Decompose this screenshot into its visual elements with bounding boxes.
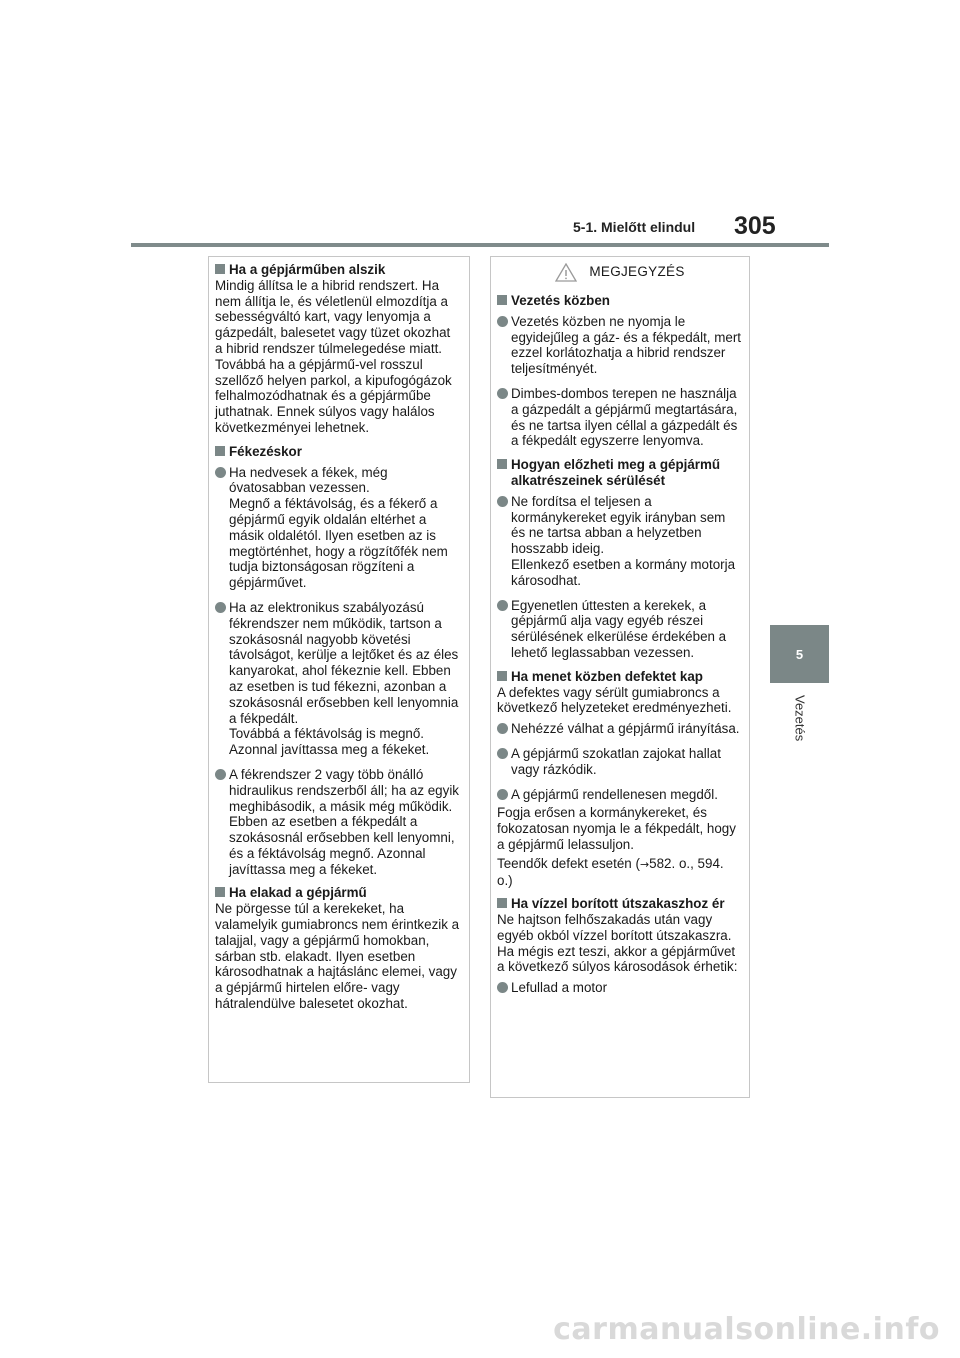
bullet-text: Megnő a féktávolság, és a fékerő a gépjármű egyik oldalán eltérhet a másik oldalétól. Ilyen esetben az is megtörténhet, hogy a rögzítőfék nem tudja biztonságosan rögzíteni a gépjárművet. — [229, 496, 448, 591]
bullet-text: Nehézzé válhat a gépjármű irányítása. — [511, 721, 740, 737]
notice-box — [490, 256, 750, 1098]
bullet-text: Ha nedvesek a fékek, még óvatosabban vezessen. — [229, 464, 388, 496]
paragraph: Fogja erősen a kormánykereket, és fokozatosan nyomja le a fékpedált, hogy a gépjármű lelassuljon. — [497, 805, 736, 852]
section-prevent-damage — [497, 457, 741, 661]
section-heading: Vezetés közben — [497, 293, 741, 309]
section-heading: Ha elakad a gépjármű — [215, 885, 461, 901]
list-item — [497, 787, 741, 803]
section-title: 5-1. Mielőtt elindul — [573, 219, 696, 235]
paragraph: Ne pörgesse túl a kerekeket, ha valamelyik gumiabroncs nem érintkezik a talajjal, vagy a gépjármű homokban, sárban stb. elakadt. Ilyen esetben károsodhatnak a hajtáslánc elemei, vagy a gépjármű hirtelen előre- vagy hátralendülve balesetet okozhat. — [215, 901, 460, 1012]
section-flat-tire — [497, 669, 741, 889]
bullet-text: Egyenetlen úttesten a kerekek, a gépjármű alja vagy egyéb részei sérülésének elkerülése érdekében a lehető leglassabban vezessen. — [511, 597, 727, 660]
chapter-label: Vezetés — [792, 695, 808, 742]
list-item — [215, 465, 461, 591]
section-sleeping — [215, 262, 461, 436]
list-item — [497, 746, 741, 778]
list-item — [497, 494, 741, 589]
section-stuck — [215, 885, 461, 1011]
notice-title: MEGJEGYZÉS — [589, 264, 685, 280]
paragraph: Mindig állítsa le a hibrid rendszert. Ha nem állítja le, és véletlenül elmozdítja a sebességváltó kart, vagy lenyomja a gázpedált, balesetet vagy tüzet okozhat a hibrid rendszer túlmelegedése miatt. Továbbá ha a gépjármű-vel rosszul szellőző helyen parkol, a kipufogógázok felhalmozódhatnak és a gépjárműbe juthatnak. Ennek súlyos vagy halálos következményei lehetnek. — [215, 277, 452, 435]
bullet-text: Továbbá a féktávolság is megnő. Azonnal javíttassa meg a fékeket. — [229, 726, 430, 758]
bullet-text: Ne fordítsa el teljesen a kormánykereket egyik irányban sem és ne tartsa abban a helyzetben hosszabb ideig. — [511, 493, 726, 557]
bullet-text: Dimbes-dombos terepen ne használja a gázpedált a gépjármű megtartására, és ne tartsa ilyen céllal a gázpedált és a fékpedált egyszerre lenyomva. — [511, 385, 738, 449]
reference-prefix: Teendők defekt esetén ( — [497, 855, 640, 871]
notice-header — [491, 257, 749, 287]
paragraph: Ne hajtson felhőszakadás után vagy egyéb okból vízzel borított útszakaszra. Ha mégis ezt teszi, akkor a gépjárművet a következő súlyos károsodások érhetik: — [497, 912, 738, 975]
reference-pages: 582. o., 594. o.) — [497, 855, 724, 888]
page-number: 305 — [734, 212, 776, 240]
section-heading: Ha a gépjárműben alszik — [215, 262, 461, 278]
arrow-icon: → — [639, 857, 650, 871]
section-heading: Hogyan előzheti meg a gépjármű alkatrészeinek sérülését — [497, 457, 741, 489]
section-heading: Fékezéskor — [215, 444, 461, 460]
section-braking — [215, 444, 461, 878]
bullet-text: A fékrendszer 2 vagy több önálló hidraulikus rendszerből áll; ha az egyik meghibásodik, a másik még működik. Ebben az esetben a fékpedált a szokásosnál erősebben kell lenyomni, és a féktávolság megnő. Azonnal javíttassa meg a fékeket. — [229, 766, 459, 877]
section-driving — [497, 293, 741, 449]
header-rule — [131, 243, 829, 247]
bullet-text: A gépjármű rendellenesen megdől. — [511, 786, 718, 802]
bullet-text: Lefullad a motor — [511, 980, 608, 996]
section-heading: Ha vízzel borított útszakaszhoz ér — [497, 896, 741, 912]
list-item — [497, 314, 741, 377]
page-reference[interactable] — [497, 856, 741, 889]
list-item — [497, 598, 741, 661]
bullet-text: A gépjármű szokatlan zajokat hallat vagy rázkódik. — [511, 745, 721, 777]
paragraph: A defektes vagy sérült gumiabroncs a következő helyzeteket eredményezheti. — [497, 684, 732, 716]
list-item — [497, 721, 741, 737]
bullet-text: Vezetés közben ne nyomja le egyidejűleg a gáz- és a fékpedált, mert ezzel korlátozhatja a hibrid rendszer teljesítményét. — [511, 313, 742, 377]
bullet-text: Ellenkező esetben a kormány motorja károsodhat. — [511, 556, 736, 588]
chapter-tab[interactable]: 5 — [770, 625, 829, 683]
section-heading: Ha menet közben defektet kap — [497, 669, 741, 685]
warning-box — [208, 256, 470, 1083]
list-item — [497, 386, 741, 449]
list-item — [497, 980, 741, 996]
bullet-text: Ha az elektronikus szabályozású fékrendszer nem működik, tartson a szokásosnál nagyobb követési távolságot, kerülje a lejtőket és az éles kanyarokat, ahol fékeznie kell. Ebben az esetben is tud fékezni, azonban a szokásosnál erősebben kell lenyomnia a fékpedált. — [229, 599, 459, 726]
warning-triangle-icon — [555, 263, 577, 282]
list-item — [215, 600, 461, 758]
list-item — [215, 767, 461, 878]
watermark-logo: carmanualsonline.info — [553, 1311, 940, 1347]
section-flooded-road — [497, 896, 741, 996]
